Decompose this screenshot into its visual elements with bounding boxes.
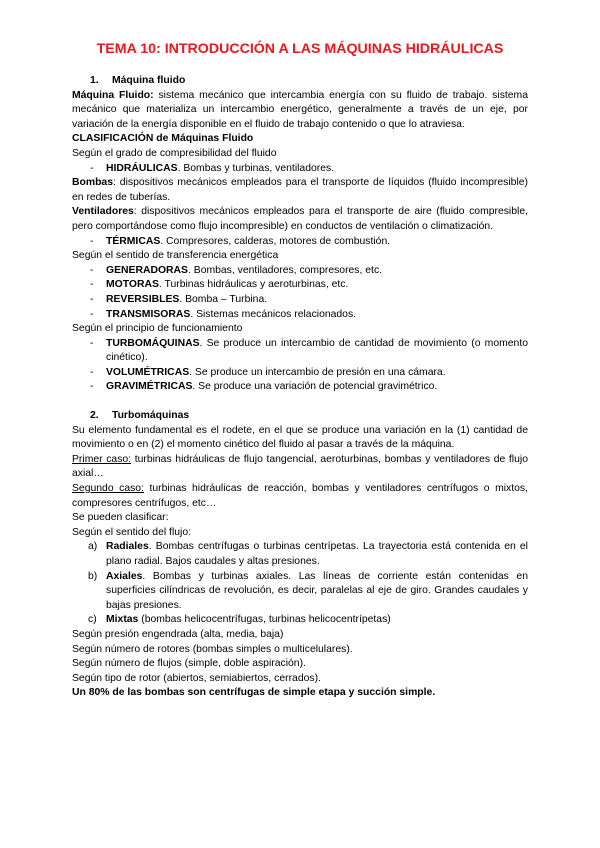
- item-text: . Turbinas hidráulicas y aeroturbinas, etc.: [158, 279, 349, 291]
- item-axiales: [72, 570, 528, 614]
- item-term: TURBOMÁQUINAS: [106, 337, 200, 349]
- item-term: REVERSIBLES: [106, 293, 180, 305]
- section-1-heading: [90, 74, 528, 89]
- section-2-heading: [90, 409, 528, 424]
- dash-marker: -: [90, 308, 94, 320]
- section-2-title: Turbomáquinas: [112, 410, 190, 422]
- item-term: TÉRMICAS: [106, 235, 161, 247]
- criterion-rotors: Según número de rotores (bombas simples o multicelulares).: [72, 643, 353, 655]
- definition-text: sistema mecánico que intercambia energía con su fluido de trabajo. sistema mecánico que materializa un intercambio energético, generalmente a través de un eje, por variación de la energía disponible en el fluido de trabajo contenido o que lo atraviesa.: [72, 89, 528, 130]
- document-title: TEMA 10: INTRODUCCIÓN A LAS MÁQUINAS HIDRÁULICAS: [96, 41, 504, 57]
- ventiladores-text: : dispositivos mecánicos empleados para el transporte de aire (fluido compresible, pero comportándose como flujo incompresible) en conductos de ventilación o climatización.: [72, 206, 528, 232]
- item-text: . Bombas, ventiladores, compresores, etc.: [187, 264, 383, 276]
- item-gravimetricas: [72, 380, 528, 395]
- dash-marker: -: [90, 337, 94, 349]
- first-case-label: Primer caso:: [72, 453, 132, 465]
- item-turbomaquinas: [72, 337, 528, 366]
- criterion-energy-transfer: Según el sentido de transferencia energética: [72, 250, 279, 262]
- item-text: . Bombas y turbinas axiales. Las líneas de corriente están contenidas en superficies cilíndricas de revolución, es decir, paralelas al eje de giro. Grandes caudales y bajas presiones.: [106, 570, 528, 611]
- bombas-term: Bombas: [72, 177, 113, 189]
- list-marker: c): [88, 614, 97, 626]
- bombas-paragraph: [72, 176, 528, 205]
- dash-marker: -: [90, 366, 94, 378]
- classification-heading: CLASIFICACIÓN de Máquinas Fluido: [72, 133, 254, 145]
- criterion-flows: Según número de flujos (simple, doble aspiración).: [72, 658, 306, 670]
- item-transmisoras: [72, 308, 528, 323]
- second-case-label: Segundo caso:: [72, 483, 144, 495]
- item-term: GRAVIMÉTRICAS: [106, 381, 193, 393]
- criterion-pressure: Según presión engendrada (alta, media, baja): [72, 628, 284, 640]
- item-text: . Bombas y turbinas, ventiladores.: [177, 162, 335, 174]
- item-term: HIDRÁULICAS: [106, 162, 178, 174]
- dash-marker: -: [90, 293, 94, 305]
- dash-marker: -: [90, 279, 94, 291]
- item-motoras: [72, 278, 528, 293]
- bombas-text: : dispositivos mecánicos empleados para el transporte de líquidos (fluido incompresible) en redes de tuberías.: [72, 177, 528, 203]
- second-case-paragraph: [72, 482, 528, 511]
- item-mixtas: [72, 613, 528, 628]
- item-term: Mixtas: [106, 614, 139, 626]
- definition-term: Máquina Fluido:: [72, 89, 154, 101]
- dash-marker: -: [90, 162, 94, 174]
- list-marker: b): [88, 570, 98, 582]
- criterion-flow-direction: Según el sentido del flujo:: [72, 526, 192, 538]
- second-case-text: turbinas hidráulicas de reacción, bombas y ventiladores centrífugos o mixtos, compresores centrífugos, etc…: [72, 483, 528, 509]
- item-text: . Compresores, calderas, motores de combustión.: [160, 235, 391, 247]
- section-1-title: Máquina fluido: [112, 75, 186, 86]
- criterion-rotor-type: Según tipo de rotor (abiertos, semiabiertos, cerrados).: [72, 672, 321, 684]
- dash-marker: -: [90, 381, 94, 393]
- item-text: . Sistemas mecánicos relacionados.: [190, 308, 357, 320]
- dash-marker: -: [90, 264, 94, 276]
- ventiladores-term: Ventiladores: [72, 206, 134, 218]
- item-text: (bombas helicocentrífugas, turbinas helicocentrípetas): [138, 614, 391, 626]
- item-term: MOTORAS: [106, 279, 159, 291]
- item-reversibles: [72, 293, 528, 308]
- dash-marker: -: [90, 235, 94, 247]
- criterion-compressibility: Según el grado de compresibilidad del fluido: [72, 147, 277, 159]
- ventiladores-paragraph: [72, 205, 528, 234]
- list-marker: a): [88, 541, 98, 553]
- item-term: VOLUMÉTRICAS: [106, 366, 190, 378]
- conclusion-statement: Un 80% de las bombas son centrífugas de simple etapa y succión simple.: [72, 687, 436, 699]
- item-text: . Se produce un intercambio de presión en una cámara.: [189, 366, 446, 378]
- item-term: TRANSMISORAS: [106, 308, 191, 320]
- item-hidraulicas: [72, 162, 528, 177]
- item-term: Radiales: [106, 541, 149, 553]
- item-term: Axiales: [106, 570, 143, 582]
- section-gap: [72, 395, 528, 409]
- section-1-number: 1.: [90, 75, 99, 86]
- item-term: GENERADORAS: [106, 264, 188, 276]
- document-page: [72, 40, 528, 701]
- item-generadoras: [72, 264, 528, 279]
- item-volumetricas: [72, 366, 528, 381]
- item-text: . Se produce un intercambio de cantidad de movimiento (o momento cinético).: [106, 337, 528, 364]
- item-text: . Bombas centrífugas o turbinas centrípetas. La trayectoria está contenida en el plano radial. Bajos caudales y altas presiones.: [106, 541, 528, 567]
- criterion-principle: Según el principio de funcionamiento: [72, 323, 243, 335]
- definition-paragraph: [72, 89, 528, 133]
- first-case-paragraph: [72, 453, 528, 482]
- item-radiales: [72, 540, 528, 569]
- item-text: . Se produce una variación de potencial gravimétrico.: [192, 381, 438, 393]
- item-text: . Bomba – Turbina.: [179, 293, 268, 305]
- item-termicas: [72, 235, 528, 250]
- section-2-number: 2.: [90, 410, 99, 422]
- first-case-text: turbinas hidráulicas de flujo tangencial, aeroturbinas, bombas y ventiladores de flujo axial…: [72, 453, 528, 480]
- turbomachines-intro: Su elemento fundamental es el rodete, en el que se produce una variación en la (1) cantidad de movimiento o en (2) el momento cinético del fluido al pasar a través de la máquina.: [72, 424, 528, 451]
- classify-intro: Se pueden clasificar:: [72, 512, 169, 524]
